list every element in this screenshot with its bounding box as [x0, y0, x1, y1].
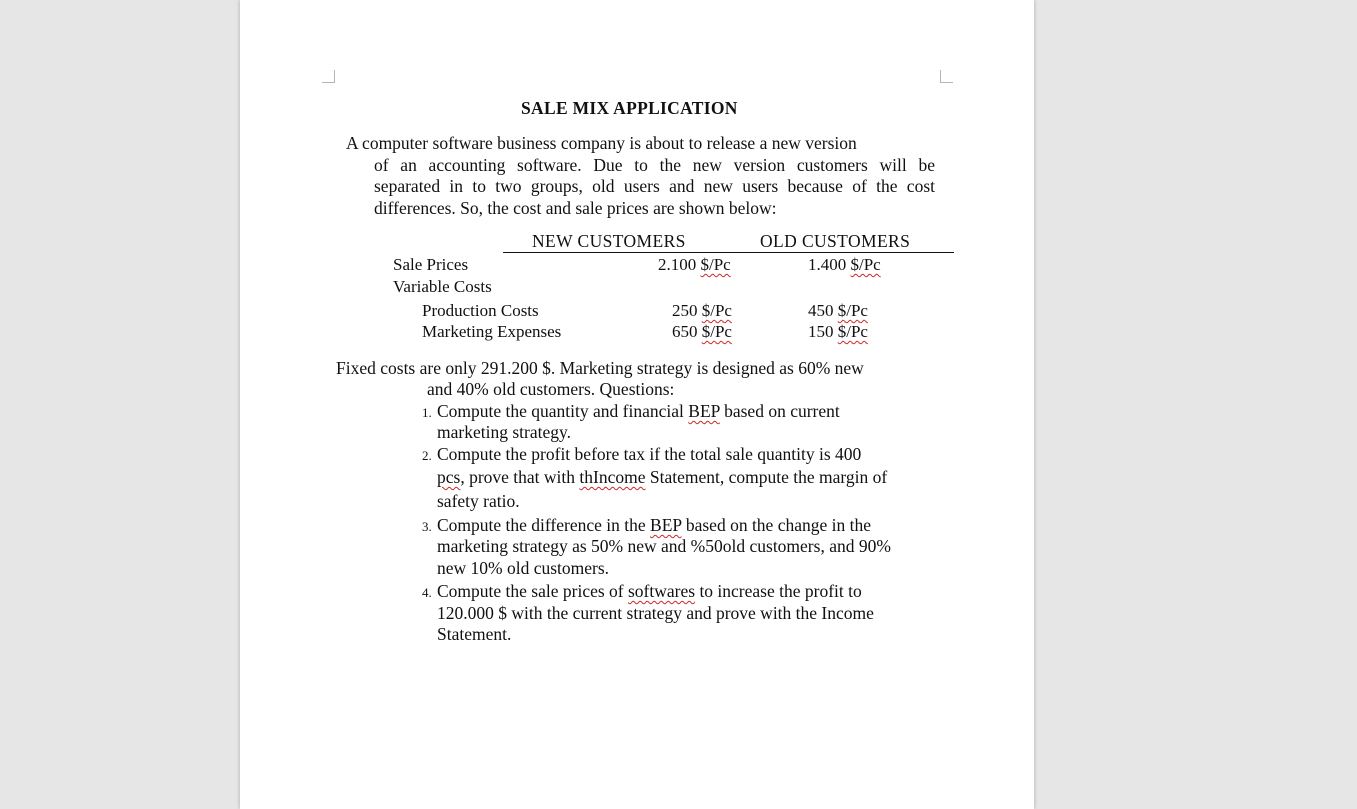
fixed-costs-line-2: and 40% old customers. Questions:: [427, 379, 675, 399]
marketing-expense-old: 150 $/Pc: [808, 322, 868, 341]
question-1-line-2: marketing strategy.: [437, 422, 571, 442]
sale-price-new: 2.100 $/Pc: [658, 255, 731, 274]
intro-line-4: differences. So, the cost and sale prices are shown below:: [374, 198, 777, 218]
question-2-line-1: Compute the profit before tax if the total sale quantity is 400: [437, 444, 862, 464]
sale-price-old: 1.400 $/Pc: [808, 255, 881, 274]
intro-line-1: A computer software business company is about to release a new version: [346, 133, 857, 153]
header-old-customers: OLD CUSTOMERS: [760, 231, 911, 251]
question-4-line-3: Statement.: [437, 624, 512, 644]
header-new-customers: NEW CUSTOMERS: [532, 231, 686, 251]
document-title: SALE MIX APPLICATION: [521, 98, 738, 118]
question-2-line-3: safety ratio.: [437, 491, 520, 511]
question-4-line-1: Compute the sale prices of softwares to increase the profit to: [437, 581, 862, 601]
question-4-line-2: 120.000 $ with the current strategy and prove with the Income: [437, 603, 874, 623]
production-cost-old: 450 $/Pc: [808, 301, 868, 320]
row-label-sale-prices: Sale Prices: [393, 255, 469, 274]
question-4-number: 4.: [422, 585, 432, 600]
document-page: [240, 0, 1034, 809]
question-3-line-2: marketing strategy as 50% new and %50old customers, and 90%: [437, 536, 891, 556]
question-3-line-3: new 10% old customers.: [437, 558, 610, 578]
margin-corner-mark-top-right: [940, 70, 953, 83]
intro-line-2: of an accounting software. Due to the new version customers will be: [374, 155, 935, 175]
question-1-number: 1.: [422, 405, 432, 420]
margin-corner-mark-top-left: [322, 70, 335, 83]
row-label-production-costs: Production Costs: [422, 301, 539, 320]
question-3-line-1: Compute the difference in the BEP based on the change in the: [437, 515, 871, 535]
question-1-line-1: Compute the quantity and financial BEP based on current: [437, 401, 840, 421]
question-2-line-2: pcs, prove that with thIncome Statement, compute the margin of: [437, 467, 888, 487]
fixed-costs-line-1: Fixed costs are only 291.200 $. Marketing strategy is designed as 60% new: [336, 358, 864, 378]
question-2-number: 2.: [422, 448, 432, 463]
table-header-rule: [503, 252, 954, 253]
row-label-variable-costs: Variable Costs: [393, 277, 492, 296]
question-3-number: 3.: [422, 519, 432, 534]
intro-line-3: separated in to two groups, old users and new users because of the cost: [374, 176, 935, 196]
production-cost-new: 250 $/Pc: [672, 301, 732, 320]
marketing-expense-new: 650 $/Pc: [672, 322, 732, 341]
row-label-marketing-expenses: Marketing Expenses: [422, 322, 562, 341]
